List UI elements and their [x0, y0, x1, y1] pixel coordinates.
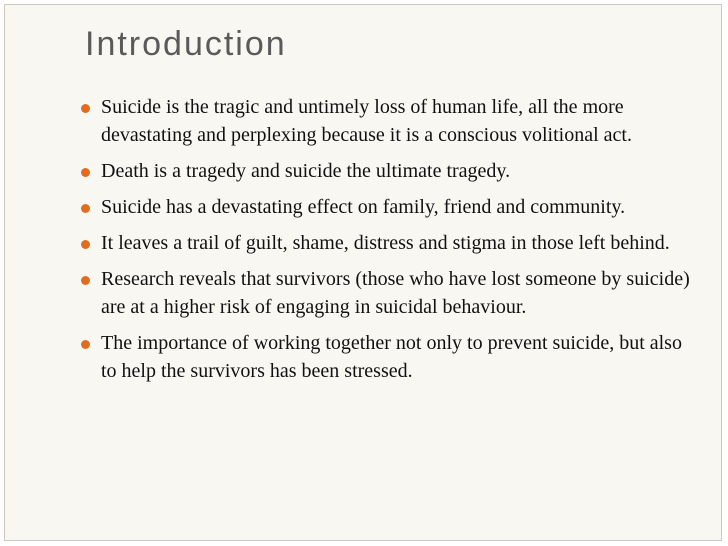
bullet-text: It leaves a trail of guilt, shame, distress and stigma in those left behind.: [101, 232, 670, 254]
bullet-text: Death is a tragedy and suicide the ultimate tragedy.: [101, 160, 511, 182]
bullet-dot-icon: [81, 276, 90, 285]
bullet-item: [101, 265, 691, 321]
bullet-dot-icon: [81, 240, 90, 249]
bullet-item: [101, 329, 691, 385]
bullet-dot-icon: [81, 204, 90, 213]
bullet-dot-icon: [81, 168, 90, 177]
bullet-text: The importance of working together not only to prevent suicide, but also to help the survivors has been stressed.: [101, 332, 682, 382]
bullet-text: Suicide is the tragic and untimely loss of human life, all the more devastating and perplexing because it is a conscious volitional act.: [101, 96, 632, 146]
bullet-item: [101, 93, 691, 149]
slide: [4, 4, 722, 541]
bullet-dot-icon: [81, 104, 90, 113]
bullet-item: [101, 157, 691, 185]
bullet-item: [101, 229, 691, 257]
slide-title: Introduction: [85, 25, 287, 63]
bullet-dot-icon: [81, 340, 90, 349]
bullet-list: [101, 93, 691, 393]
bullet-text: Research reveals that survivors (those who have lost someone by suicide) are at a higher risk of engaging in suicidal behaviour.: [101, 268, 690, 318]
bullet-item: [101, 193, 691, 221]
bullet-text: Suicide has a devastating effect on family, friend and community.: [101, 196, 626, 218]
